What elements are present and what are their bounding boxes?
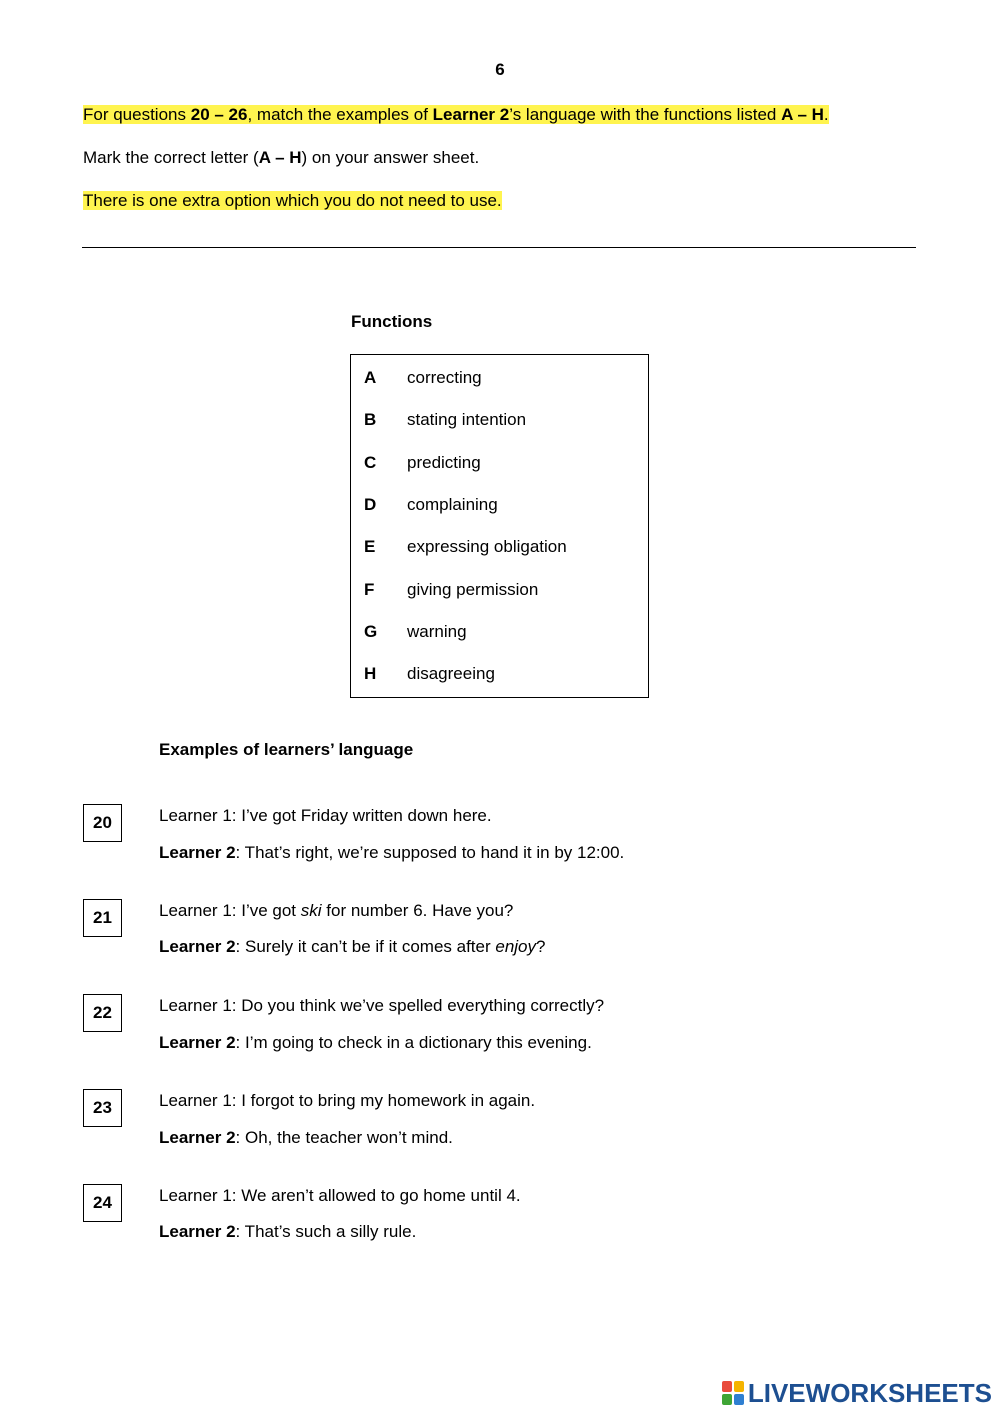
learner-2-line: Learner 2: I’m going to check in a dictionary this evening.: [159, 1033, 592, 1052]
learner-1-line: Learner 1: I forgot to bring my homework in again.: [159, 1091, 536, 1110]
question-number-box[interactable]: 22: [83, 994, 122, 1032]
instruction-line-3: There is one extra option which you do not need to use.: [83, 191, 502, 210]
learner-1-line: Learner 1: I’ve got ski for number 6. Have you?: [159, 901, 514, 920]
examples-heading: Examples of learners’ language: [159, 740, 414, 759]
question-number-box[interactable]: 20: [83, 804, 122, 842]
learner-1-line: Learner 1: I’ve got Friday written down here.: [159, 806, 492, 825]
instruction-line-1: For questions 20 – 26, match the examples of Learner 2’s language with the functions listed A – H.: [83, 105, 829, 124]
learner-2-line: Learner 2: Oh, the teacher won’t mind.: [159, 1128, 453, 1147]
learner-1-line: Learner 1: Do you think we’ve spelled everything correctly?: [159, 996, 605, 1015]
learner-2-line: Learner 2: Surely it can’t be if it comes after enjoy?: [159, 937, 546, 956]
liveworksheets-mark-icon: [722, 1381, 744, 1405]
learner-2-line: Learner 2: That’s such a silly rule.: [159, 1222, 417, 1241]
liveworksheets-logo: [722, 1378, 992, 1408]
instruction-line-2: Mark the correct letter (A – H) on your answer sheet.: [83, 148, 480, 167]
learner-2-line: Learner 2: That’s right, we’re supposed to hand it in by 12:00.: [159, 843, 625, 862]
logo-square-icon: [722, 1381, 732, 1392]
learner-1-line: Learner 1: We aren’t allowed to go home until 4.: [159, 1186, 521, 1205]
logo-square-icon: [734, 1394, 744, 1405]
question-number-box[interactable]: 21: [83, 899, 122, 937]
logo-square-icon: [734, 1381, 744, 1392]
logo-square-icon: [722, 1394, 732, 1405]
page-number: 6: [495, 60, 505, 79]
functions-heading: Functions: [351, 312, 433, 331]
functions-list: A correcting B stating intention C predicting D complaining E expressing obligation F giving permission G warning H disagreeing: [350, 354, 649, 698]
logo-wordmark: LIVEWORKSHEETS: [747, 1377, 992, 1408]
question-number-box[interactable]: 23: [83, 1089, 122, 1127]
question-number-box[interactable]: 24: [83, 1184, 122, 1222]
divider: [82, 247, 916, 248]
